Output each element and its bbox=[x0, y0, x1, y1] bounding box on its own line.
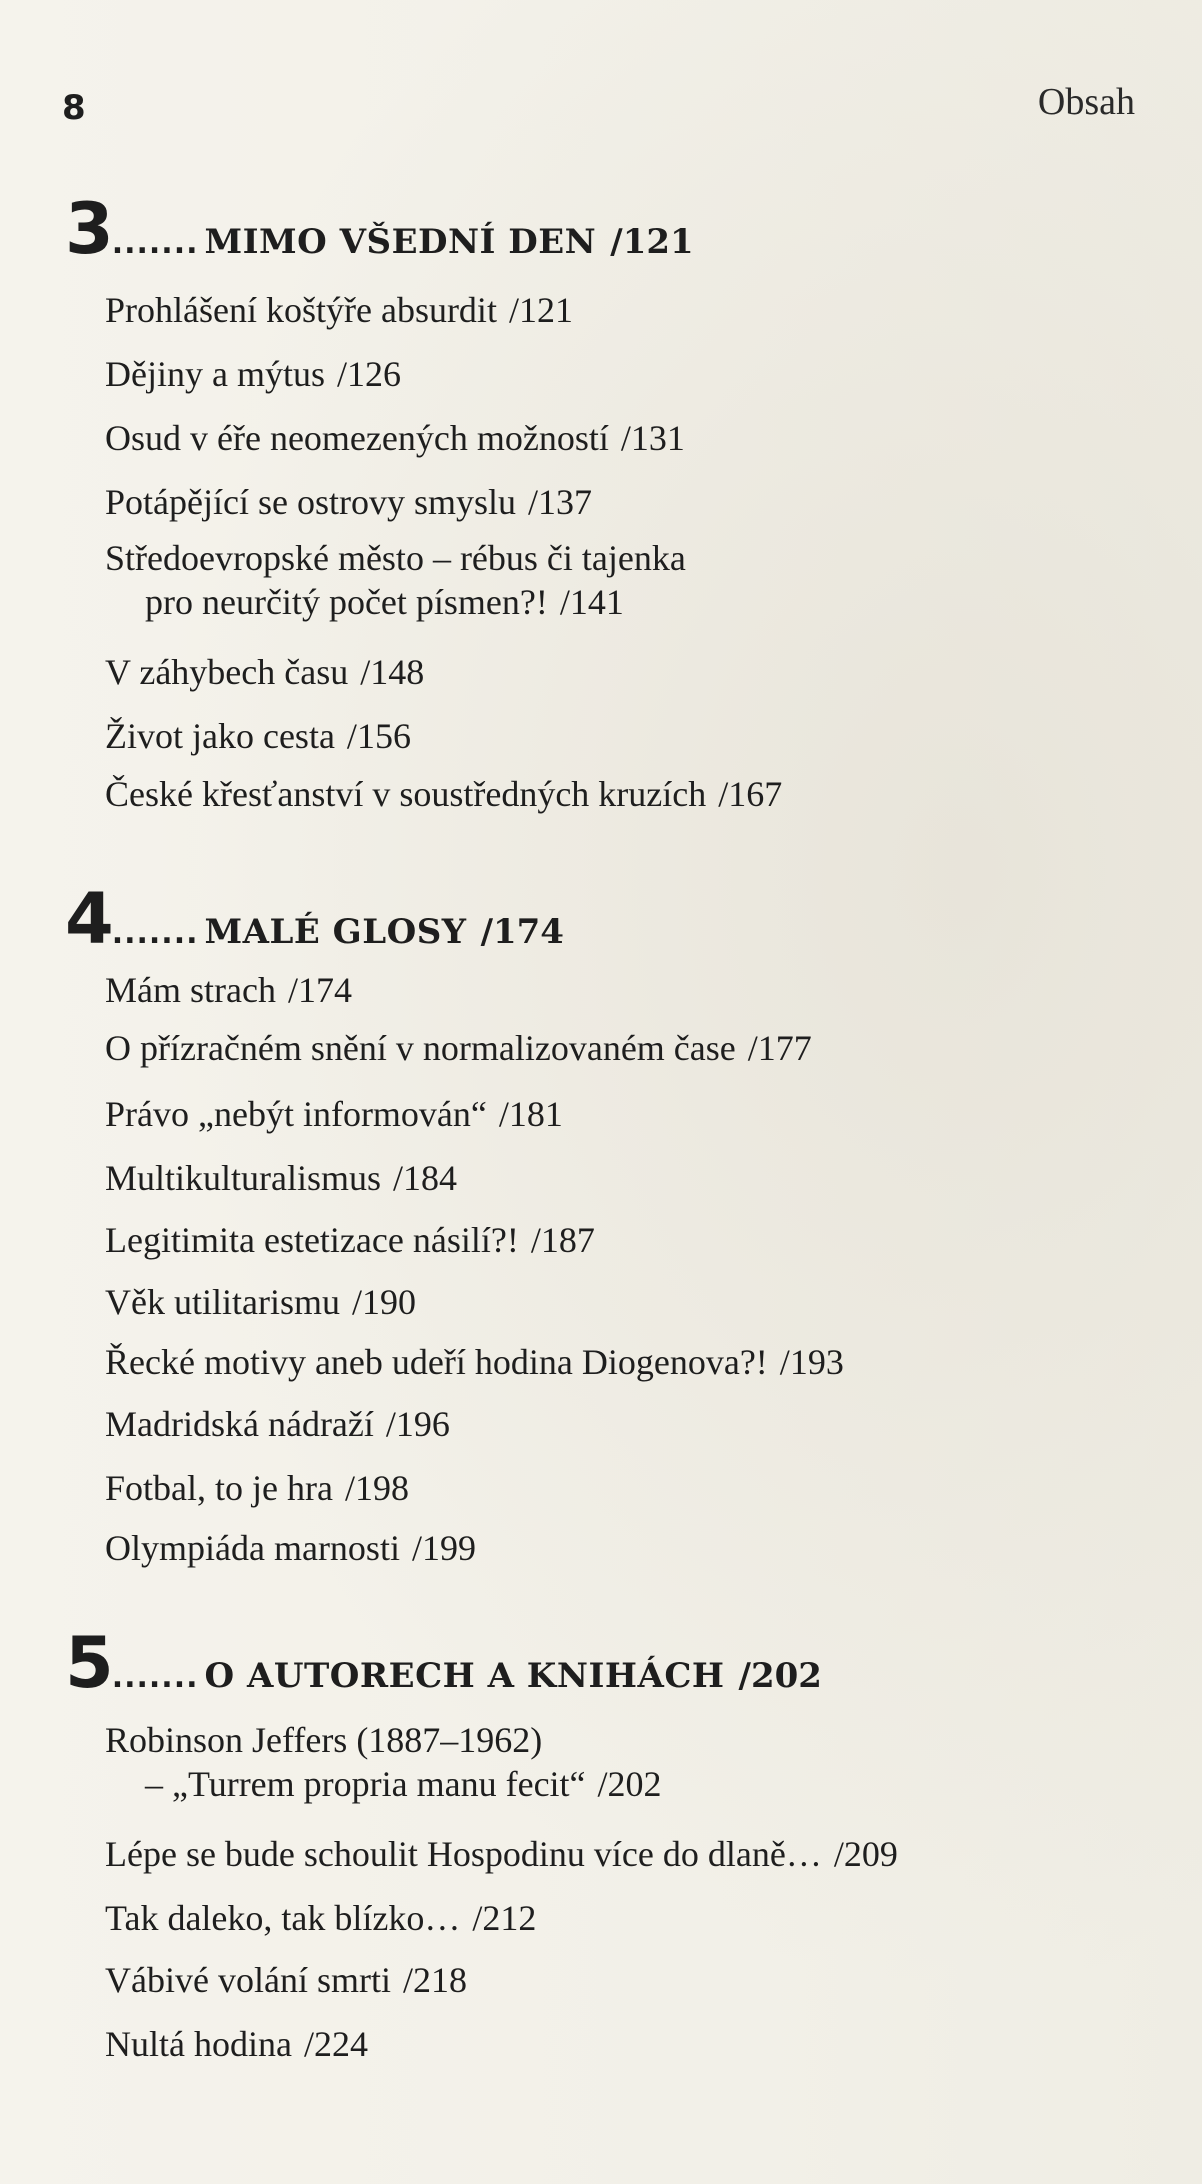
entry-separator: / bbox=[747, 1028, 758, 1068]
chapter-page: 202 bbox=[750, 1656, 822, 1696]
toc-entry bbox=[105, 352, 401, 396]
entry-separator: / bbox=[287, 970, 298, 1010]
entry-title: České křesťanství v soustředných kruzích bbox=[105, 774, 707, 814]
toc-entry bbox=[105, 772, 782, 816]
entry-title: Multikulturalismus bbox=[105, 1158, 382, 1198]
entry-title: V záhybech času bbox=[105, 652, 349, 692]
toc-entry bbox=[105, 1026, 812, 1070]
entry-page: 167 bbox=[728, 774, 783, 814]
entry-page: 137 bbox=[538, 482, 592, 522]
entry-separator: / bbox=[472, 1898, 483, 1938]
entry-continuation bbox=[105, 1762, 662, 1806]
entry-page: 209 bbox=[843, 1834, 898, 1874]
toc-entry bbox=[105, 1280, 416, 1324]
chapter-separator: / bbox=[480, 912, 493, 952]
entry-page: 193 bbox=[789, 1342, 844, 1382]
toc-entry bbox=[105, 1402, 450, 1446]
entry-title: Dějiny a mýtus bbox=[105, 354, 325, 394]
page-number: 8 bbox=[62, 88, 86, 128]
entry-continuation bbox=[105, 580, 686, 624]
entry-title: Tak daleko, tak blízko… bbox=[105, 1898, 461, 1938]
chapter-number: 4 bbox=[65, 878, 112, 960]
toc-entry bbox=[105, 2022, 368, 2066]
toc-entry bbox=[105, 480, 592, 524]
entry-page: 174 bbox=[297, 970, 352, 1010]
toc-entry bbox=[105, 1466, 409, 1510]
entry-title: Řecké motivy aneb udeří hodina Diogenova?! bbox=[105, 1342, 768, 1382]
chapter-dots: ....... bbox=[111, 916, 199, 951]
toc-entry bbox=[105, 1218, 595, 1262]
entry-separator: / bbox=[385, 1404, 396, 1444]
entry-separator: / bbox=[527, 482, 538, 522]
entry-page: 202 bbox=[607, 1764, 662, 1804]
entry-title: Lépe se bude schoulit Hospodinu více do dlaně… bbox=[105, 1834, 822, 1874]
entry-separator: / bbox=[718, 774, 729, 814]
toc-entry bbox=[105, 288, 573, 332]
entry-page: 177 bbox=[757, 1028, 812, 1068]
entry-page: 187 bbox=[540, 1220, 595, 1260]
entry-separator: / bbox=[346, 716, 357, 756]
entry-page: 199 bbox=[421, 1528, 476, 1568]
chapter-number: 5 bbox=[65, 1622, 112, 1704]
entry-title: Nultá hodina bbox=[105, 2024, 292, 2064]
entry-page: 121 bbox=[518, 290, 573, 330]
entry-separator: / bbox=[559, 582, 570, 622]
entry-separator: / bbox=[779, 1342, 790, 1382]
chapter-separator: / bbox=[738, 1656, 751, 1696]
chapter-heading-4 bbox=[65, 878, 564, 960]
entry-separator: / bbox=[498, 1094, 509, 1134]
entry-separator: / bbox=[336, 354, 347, 394]
chapter-title: MALÉ GLOSY bbox=[204, 912, 467, 952]
toc-entry bbox=[105, 714, 411, 758]
entry-title: Osud v éře neomezených možností bbox=[105, 418, 609, 458]
entry-separator: / bbox=[620, 418, 631, 458]
entry-separator: / bbox=[402, 1960, 413, 2000]
entry-page: 131 bbox=[630, 418, 685, 458]
entry-title: Prohlášení koštýře absurdit bbox=[105, 290, 497, 330]
toc-entry bbox=[105, 650, 424, 694]
entry-title: Fotbal, to je hra bbox=[105, 1468, 333, 1508]
entry-page: 126 bbox=[347, 354, 401, 394]
entry-title: Olympiáda marnosti bbox=[105, 1528, 400, 1568]
entry-title-continuation: pro neurčitý počet písmen?! bbox=[145, 582, 548, 622]
entry-title: Mám strach bbox=[105, 970, 276, 1010]
toc-entry bbox=[105, 1958, 467, 2002]
toc-entry bbox=[105, 1340, 844, 1384]
entry-title: Středoevropské město – rébus či tajenka bbox=[105, 538, 686, 578]
entry-separator: / bbox=[508, 290, 519, 330]
entry-title: Život jako cesta bbox=[105, 716, 335, 756]
chapter-dots: ....... bbox=[111, 226, 199, 261]
toc-entry bbox=[105, 416, 685, 460]
entry-title-continuation: – „Turrem propria manu fecit“ bbox=[145, 1764, 586, 1804]
chapter-page: 121 bbox=[622, 222, 694, 262]
entry-title: Věk utilitarismu bbox=[105, 1282, 340, 1322]
toc-entry bbox=[105, 1526, 476, 1570]
chapter-number: 3 bbox=[65, 188, 112, 270]
entry-page: 156 bbox=[356, 716, 411, 756]
entry-separator: / bbox=[351, 1282, 362, 1322]
entry-page: 148 bbox=[370, 652, 425, 692]
entry-page: 198 bbox=[354, 1468, 409, 1508]
chapter-separator: / bbox=[610, 222, 623, 262]
running-head: Obsah bbox=[1037, 81, 1135, 123]
entry-separator: / bbox=[344, 1468, 355, 1508]
entry-separator: / bbox=[360, 652, 371, 692]
entry-page: 212 bbox=[482, 1898, 537, 1938]
chapter-title: O AUTORECH A KNIHÁCH bbox=[204, 1656, 725, 1696]
toc-entry bbox=[105, 536, 686, 624]
entry-separator: / bbox=[833, 1834, 844, 1874]
chapter-heading-3 bbox=[65, 188, 694, 270]
chapter-heading-5 bbox=[65, 1622, 822, 1704]
toc-entry bbox=[105, 1718, 662, 1806]
entry-separator: / bbox=[303, 2024, 314, 2064]
entry-title: Madridská nádraží bbox=[105, 1404, 374, 1444]
entry-separator: / bbox=[411, 1528, 422, 1568]
entry-title: O přízračném snění v normalizovaném čase bbox=[105, 1028, 736, 1068]
entry-page: 218 bbox=[412, 1960, 467, 2000]
entry-page: 190 bbox=[361, 1282, 416, 1322]
entry-title: Právo „nebýt informován“ bbox=[105, 1094, 487, 1134]
entry-page: 224 bbox=[313, 2024, 368, 2064]
entry-page: 181 bbox=[508, 1094, 563, 1134]
toc-entry bbox=[105, 1896, 536, 1940]
entry-separator: / bbox=[393, 1158, 404, 1198]
entry-separator: / bbox=[530, 1220, 541, 1260]
entry-title: Potápějící se ostrovy smyslu bbox=[105, 482, 516, 522]
entry-title: Vábivé volání smrti bbox=[105, 1960, 391, 2000]
chapter-page: 174 bbox=[492, 912, 564, 952]
entry-separator: / bbox=[597, 1764, 608, 1804]
chapter-dots: ....... bbox=[111, 1660, 199, 1695]
toc-entry bbox=[105, 968, 352, 1012]
chapter-title: MIMO VŠEDNÍ DEN bbox=[204, 222, 597, 262]
toc-entry bbox=[105, 1832, 898, 1876]
entry-title: Robinson Jeffers (1887–1962) bbox=[105, 1720, 543, 1760]
entry-title: Legitimita estetizace násilí?! bbox=[105, 1220, 519, 1260]
entry-page: 141 bbox=[569, 582, 624, 622]
entry-page: 196 bbox=[395, 1404, 450, 1444]
toc-entry bbox=[105, 1092, 563, 1136]
toc-entry bbox=[105, 1156, 457, 1200]
entry-page: 184 bbox=[403, 1158, 458, 1198]
